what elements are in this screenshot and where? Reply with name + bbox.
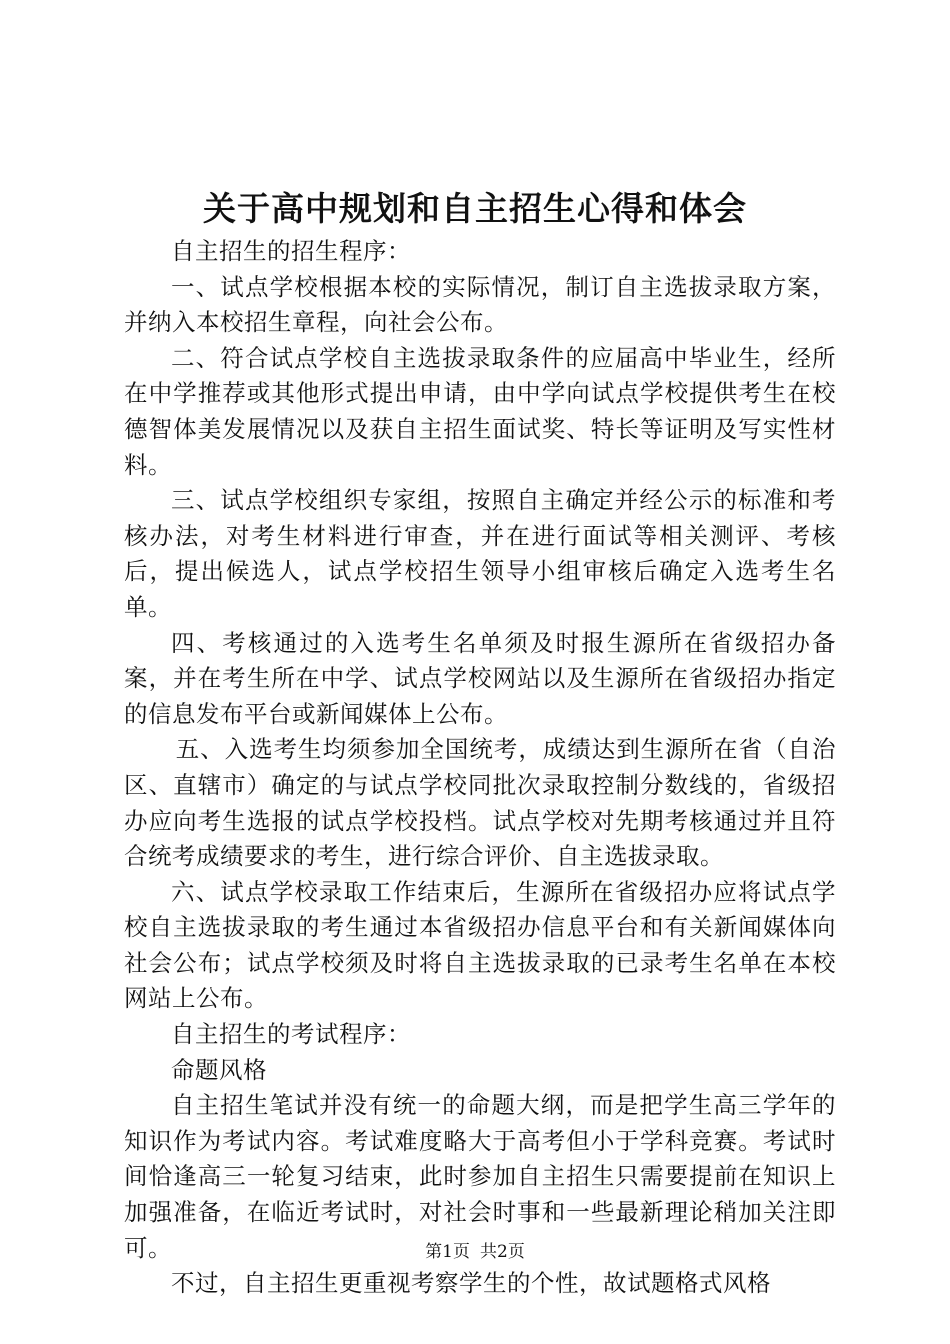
paragraph-heading-admission-procedure: 自主招生的招生程序： [171,237,411,265]
paragraph-step-1: 一、试点学校根据本校的实际情况，制订自主选拔录取方案，并纳入本校招生章程，向社会公布。 [124,272,836,337]
paragraph-step-3: 三、试点学校组织专家组，按照自主确定并经公示的标准和考核办法，对考生材料进行审查，并在进行面试等相关测评、考核后，提出候选人，试点学校招生领导小组审核后确定入选考生名单。 [124,486,836,621]
paragraph-question-style-detail: 自主招生笔试并没有统一的命题大纲，而是把学生高三学年的知识作为考试内容。考试难度略大于高考但小于学科竞赛。考试时间恰逢高三一轮复习结束，此时参加自主招生只需要提前在知识上加强准备，在临近考试时，对社会时事和一些最新理论稍加关注即可。 [124,1091,836,1262]
page-total: 共2页 [480,1242,525,1262]
paragraph-step-5: 五、入选考生均须参加全国统考，成绩达到生源所在省（自治区、直辖市）确定的与试点学校同批次录取控制分数线的，省级招办应向考生选报的试点学校投档。试点学校对先期考核通过并且符合统考成绩要求的考生，进行综合评价、自主选拔录取。 [124,735,836,871]
document-body [124,234,836,1302]
paragraph-personality-emphasis: 不过，自主招生更重视考察学生的个性，故试题格式风格 [171,1269,771,1298]
paragraph-heading-question-style: 命题风格 [171,1055,267,1084]
document-title: 关于高中规划和自主招生心得和体会 [203,189,747,228]
paragraph-step-2: 二、符合试点学校自主选拔录取条件的应届高中毕业生，经所在中学推荐或其他形式提出申请，由中学向试点学校提供考生在校德智体美发展情况以及获自主招生面试奖、特长等证明及写实性材料。 [124,343,836,479]
paragraph-heading-exam-procedure: 自主招生的考试程序： [171,1020,411,1049]
page-footer [0,1240,950,1264]
paragraph-step-6: 六、试点学校录取工作结束后，生源所在省级招办应将试点学校自主选拔录取的考生通过本省级招办信息平台和有关新闻媒体向社会公布；试点学校须及时将自主选拔录取的已录考生名单在本校网站上公布。 [124,877,836,1013]
paragraph-step-4: 四、考核通过的入选考生名单须及时报生源所在省级招办备案，并在考生所在中学、试点学校网站以及生源所在省级招办指定的信息发布平台或新闻媒体上公布。 [124,628,836,728]
page-number: 第1页 [425,1242,470,1262]
